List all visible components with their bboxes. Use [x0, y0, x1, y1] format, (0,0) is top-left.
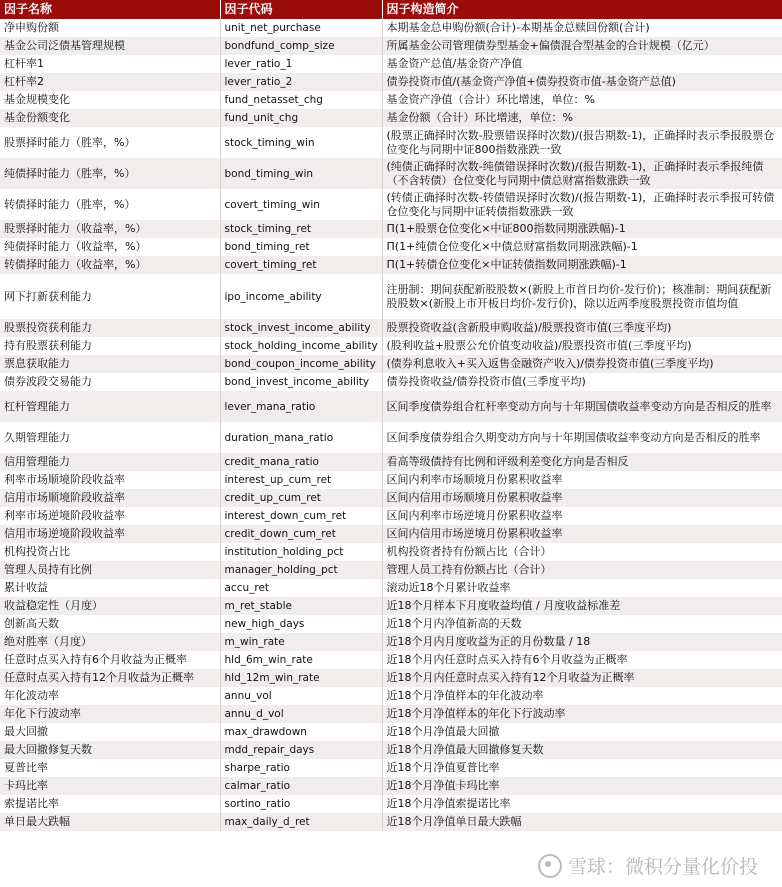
factor-code-cell: annu_vol: [220, 687, 382, 705]
factor-name-cell: 任意时点买入持有12个月收益为正概率: [0, 669, 220, 687]
table-row: [0, 795, 782, 813]
factor-desc-cell: 区间内信用市场逆境月份累积收益率: [382, 525, 782, 543]
table-row: [0, 256, 782, 274]
header-factor-code: 因子代码: [220, 0, 382, 19]
factor-code-cell: stock_timing_win: [220, 127, 382, 158]
factor-code-cell: m_win_rate: [220, 633, 382, 651]
table-row: [0, 91, 782, 109]
factor-name-cell: 基金份额变化: [0, 109, 220, 127]
factor-code-cell: annu_d_vol: [220, 705, 382, 723]
factor-code-cell: bond_timing_win: [220, 158, 382, 189]
factor-code-cell: credit_mana_ratio: [220, 453, 382, 471]
table-row: [0, 741, 782, 759]
factor-code-cell: sortino_ratio: [220, 795, 382, 813]
factor-desc-cell: 近18个月内月度收益为正的月份数量 / 18: [382, 633, 782, 651]
factor-desc-cell: 区间内信用市场顺境月份累积收益率: [382, 489, 782, 507]
factor-name-cell: 创新高天数: [0, 615, 220, 633]
factor-code-cell: unit_net_purchase: [220, 19, 382, 37]
factor-name-cell: 年化下行波动率: [0, 705, 220, 723]
factor-desc-cell: (纯债正确择时次数-纯债错误择时次数)/(报告期数-1)，正确择时表示季报纯债（不含转债）仓位变化与同期中债总财富指数涨跌一致: [382, 158, 782, 189]
factor-code-cell: bond_timing_ret: [220, 238, 382, 256]
factor-code-cell: stock_timing_ret: [220, 220, 382, 238]
factor-name-cell: 信用市场逆境阶段收益率: [0, 525, 220, 543]
table-row: [0, 615, 782, 633]
factor-code-cell: fund_unit_chg: [220, 109, 382, 127]
factor-code-cell: bond_coupon_income_ability: [220, 355, 382, 373]
factor-code-cell: calmar_ratio: [220, 777, 382, 795]
factor-name-cell: 久期管理能力: [0, 422, 220, 453]
factor-code-cell: manager_holding_pct: [220, 561, 382, 579]
table-body: [0, 19, 782, 831]
header-factor-name: 因子名称: [0, 0, 220, 19]
factor-name-cell: 最大回撤修复天数: [0, 741, 220, 759]
factor-desc-cell: 近18个月净值最大回撤修复天数: [382, 741, 782, 759]
table-row: [0, 422, 782, 453]
factor-code-cell: m_ret_stable: [220, 597, 382, 615]
factor-name-cell: 最大回撤: [0, 723, 220, 741]
factor-desc-cell: (股利收益+股票公允价值变动收益)/股票投资市值(三季度平均): [382, 337, 782, 355]
factor-name-cell: 杠杆率2: [0, 73, 220, 91]
factor-code-cell: ipo_income_ability: [220, 274, 382, 319]
factor-desc-cell: 近18个月净值索提诺比率: [382, 795, 782, 813]
table-row: [0, 633, 782, 651]
factor-desc-cell: 近18个月净值单日最大跌幅: [382, 813, 782, 831]
table-row: [0, 759, 782, 777]
factor-code-cell: credit_down_cum_ret: [220, 525, 382, 543]
table-row: [0, 651, 782, 669]
factor-name-cell: 股票投资获利能力: [0, 319, 220, 337]
factor-desc-cell: 近18个月净值最大回撤: [382, 723, 782, 741]
table-row: [0, 373, 782, 391]
factor-desc-cell: 近18个月样本下月度收益均值 / 月度收益标准差: [382, 597, 782, 615]
table-row: [0, 19, 782, 37]
factor-desc-cell: 近18个月内净值新高的天数: [382, 615, 782, 633]
factor-desc-cell: 基金资产总值/基金资产净值: [382, 55, 782, 73]
factor-code-cell: max_daily_d_ret: [220, 813, 382, 831]
table-row: [0, 238, 782, 256]
factor-desc-cell: 股票投资收益(含新股申购收益)/股票投资市值(三季度平均): [382, 319, 782, 337]
table-row: [0, 543, 782, 561]
table-row: [0, 471, 782, 489]
factor-desc-cell: 近18个月净值样本的年化波动率: [382, 687, 782, 705]
factor-code-cell: institution_holding_pct: [220, 543, 382, 561]
factor-name-cell: 机构投资占比: [0, 543, 220, 561]
factor-name-cell: 信用管理能力: [0, 453, 220, 471]
factor-desc-cell: 债券投资收益/债券投资市值(三季度平均): [382, 373, 782, 391]
factor-code-cell: covert_timing_win: [220, 189, 382, 220]
factor-code-cell: hld_6m_win_rate: [220, 651, 382, 669]
factor-name-cell: 信用市场顺境阶段收益率: [0, 489, 220, 507]
factor-name-cell: 转债择时能力（胜率，%）: [0, 189, 220, 220]
factor-desc-cell: 基金资产净值（合计）环比增速，单位：%: [382, 91, 782, 109]
table-row: [0, 55, 782, 73]
factor-desc-cell: 注册制：期间获配新股股数×(新股上市首日均价-发行价)；核准制：期间获配新股股数×(新股上市开板日均价-发行价)，除以近两季度股票投资市值均值: [382, 274, 782, 319]
factor-name-cell: 网下打新获利能力: [0, 274, 220, 319]
table-row: [0, 220, 782, 238]
table-row: [0, 813, 782, 831]
factor-code-cell: sharpe_ratio: [220, 759, 382, 777]
factor-name-cell: 基金公司泛债基管理规模: [0, 37, 220, 55]
header-factor-desc: 因子构造简介: [382, 0, 782, 19]
factor-name-cell: 杠杆管理能力: [0, 391, 220, 422]
factor-code-cell: fund_netasset_chg: [220, 91, 382, 109]
table-row: [0, 723, 782, 741]
factor-code-cell: interest_up_cum_ret: [220, 471, 382, 489]
watermark: [538, 852, 758, 879]
table-row: [0, 274, 782, 319]
table-row: [0, 73, 782, 91]
factor-name-cell: 股票择时能力（收益率，%）: [0, 220, 220, 238]
table-row: [0, 337, 782, 355]
factor-desc-cell: 近18个月净值夏普比率: [382, 759, 782, 777]
factor-name-cell: 年化波动率: [0, 687, 220, 705]
factor-code-cell: credit_up_cum_ret: [220, 489, 382, 507]
table-row: [0, 37, 782, 55]
factor-name-cell: 基金规模变化: [0, 91, 220, 109]
factor-code-cell: stock_invest_income_ability: [220, 319, 382, 337]
factor-desc-cell: 区间季度债券组合杠杆率变动方向与十年期国债收益率变动方向是否相反的胜率: [382, 391, 782, 422]
table-row: [0, 777, 782, 795]
table-row: [0, 453, 782, 471]
table-row: [0, 507, 782, 525]
factor-desc-cell: 所属基金公司管理债券型基金+偏债混合型基金的合计规模（亿元）: [382, 37, 782, 55]
factor-desc-cell: 基金份额（合计）环比增速，单位：%: [382, 109, 782, 127]
factor-desc-cell: Π(1+转债仓位变化×中证转债指数同期涨跌幅)-1: [382, 256, 782, 274]
table-row: [0, 669, 782, 687]
factor-code-cell: accu_ret: [220, 579, 382, 597]
factor-desc-cell: Π(1+股票仓位变化×中证800指数同期涨跌幅)-1: [382, 220, 782, 238]
factor-name-cell: 任意时点买入持有6个月收益为正概率: [0, 651, 220, 669]
factor-code-cell: mdd_repair_days: [220, 741, 382, 759]
factor-code-cell: new_high_days: [220, 615, 382, 633]
factor-code-cell: bondfund_comp_size: [220, 37, 382, 55]
table-row: [0, 319, 782, 337]
factor-name-cell: 累计收益: [0, 579, 220, 597]
factor-name-cell: 债券波段交易能力: [0, 373, 220, 391]
table-row: [0, 109, 782, 127]
factor-desc-cell: 近18个月净值样本的年化下行波动率: [382, 705, 782, 723]
table-row: [0, 525, 782, 543]
factor-desc-cell: 近18个月内任意时点买入持有12个月收益为正概率: [382, 669, 782, 687]
factor-code-cell: interest_down_cum_ret: [220, 507, 382, 525]
table-row: [0, 189, 782, 220]
factor-desc-cell: 区间内利率市场顺境月份累积收益率: [382, 471, 782, 489]
factor-name-cell: 利率市场逆境阶段收益率: [0, 507, 220, 525]
factor-desc-cell: 区间内利率市场逆境月份累积收益率: [382, 507, 782, 525]
factor-name-cell: 单日最大跌幅: [0, 813, 220, 831]
factor-code-cell: max_drawdown: [220, 723, 382, 741]
factor-desc-cell: 看高等级债持有比例和评级利差变化方向是否相反: [382, 453, 782, 471]
factor-name-cell: 股票择时能力（胜率，%）: [0, 127, 220, 158]
factor-name-cell: 索提诺比率: [0, 795, 220, 813]
factor-desc-cell: 本期基金总申购份额(合计)-本期基金总赎回份额(合计): [382, 19, 782, 37]
factor-desc-cell: 近18个月净值卡玛比率: [382, 777, 782, 795]
table-row: [0, 561, 782, 579]
factor-name-cell: 净申购份额: [0, 19, 220, 37]
factor-desc-cell: (债券利息收入+买入返售金融资产收入)/债券投资市值(三季度平均): [382, 355, 782, 373]
factor-name-cell: 收益稳定性（月度）: [0, 597, 220, 615]
factor-code-cell: bond_invest_income_ability: [220, 373, 382, 391]
table-row: [0, 579, 782, 597]
factor-name-cell: 持有股票获利能力: [0, 337, 220, 355]
factor-code-cell: lever_ratio_2: [220, 73, 382, 91]
table-row: [0, 597, 782, 615]
factor-desc-cell: Π(1+纯债仓位变化×中债总财富指数同期涨跌幅)-1: [382, 238, 782, 256]
table-row: [0, 391, 782, 422]
factor-code-cell: lever_ratio_1: [220, 55, 382, 73]
factor-name-cell: 票息获取能力: [0, 355, 220, 373]
factor-code-cell: covert_timing_ret: [220, 256, 382, 274]
factor-desc-cell: 近18个月内任意时点买入持有6个月收益为正概率: [382, 651, 782, 669]
factor-name-cell: 转债择时能力（收益率，%）: [0, 256, 220, 274]
factor-code-cell: stock_holding_income_ability: [220, 337, 382, 355]
factor-desc-cell: (股票正确择时次数-股票错误择时次数)/(报告期数-1)，正确择时表示季报股票仓位变化与同期中证800指数涨跌一致: [382, 127, 782, 158]
factor-name-cell: 绝对胜率（月度）: [0, 633, 220, 651]
factor-code-cell: duration_mana_ratio: [220, 422, 382, 453]
table-row: [0, 705, 782, 723]
factor-name-cell: 利率市场顺境阶段收益率: [0, 471, 220, 489]
factor-desc-cell: 滚动近18个月累计收益率: [382, 579, 782, 597]
factor-desc-cell: 区间季度债券组合久期变动方向与十年期国债收益率变动方向是否相反的胜率: [382, 422, 782, 453]
watermark-text: 雪球：微积分量化价投: [567, 856, 758, 878]
table-row: [0, 127, 782, 158]
snowball-logo-icon: [538, 854, 562, 878]
factor-name-cell: 纯债择时能力（收益率，%）: [0, 238, 220, 256]
factor-name-cell: 卡玛比率: [0, 777, 220, 795]
factor-name-cell: 纯债择时能力（胜率，%）: [0, 158, 220, 189]
factor-desc-cell: 机构投资者持有份额占比（合计）: [382, 543, 782, 561]
table-row: [0, 687, 782, 705]
table-row: [0, 489, 782, 507]
factor-name-cell: 管理人员持有比例: [0, 561, 220, 579]
factor-desc-cell: (转债正确择时次数-转债错误择时次数)/(报告期数-1)，正确择时表示季报可转债仓位变化与同期中证转债指数涨跌一致: [382, 189, 782, 220]
factor-desc-cell: 管理人员工持有份额占比（合计）: [382, 561, 782, 579]
factor-desc-cell: 债券投资市值/(基金资产净值+债券投资市值-基金资产总值): [382, 73, 782, 91]
table-row: [0, 355, 782, 373]
table-header-row: [0, 0, 782, 19]
factor-name-cell: 杠杆率1: [0, 55, 220, 73]
factor-code-cell: lever_mana_ratio: [220, 391, 382, 422]
table-row: [0, 158, 782, 189]
factor-code-cell: hld_12m_win_rate: [220, 669, 382, 687]
factor-name-cell: 夏普比率: [0, 759, 220, 777]
